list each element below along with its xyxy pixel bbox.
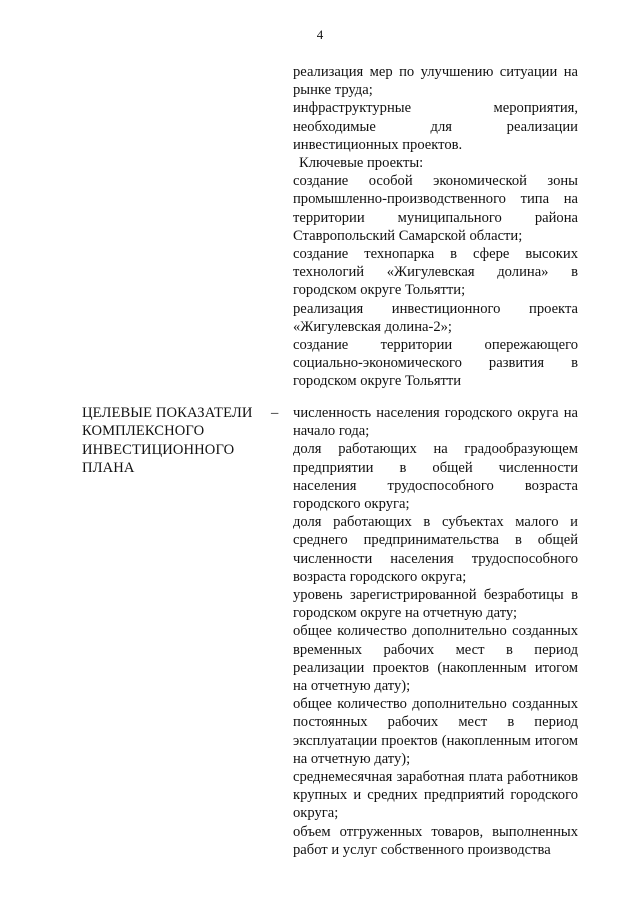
measures-section <box>293 63 578 391</box>
indicator-item: численность населения городского округа на начало года; <box>293 405 578 440</box>
indicator-item: доля работающих на градообразующем предприятии в общей численности населения трудоспособного возраста городского округа; <box>293 441 578 513</box>
paragraph: реализация инвестиционного проекта «Жигулевская долина-2»; <box>293 300 578 335</box>
indicator-item: объем отгруженных товаров, выполненных работ и услуг собственного производства <box>293 823 578 858</box>
key-projects-heading: Ключевые проекты: <box>299 155 424 172</box>
page-number: 4 <box>316 27 324 42</box>
dash-separator: – <box>271 405 279 421</box>
paragraph: создание технопарка в сфере высоких технологий «Жигулевская долина» в городском округе Тольятти; <box>293 246 578 299</box>
indicator-item: доля работающих в субъектах малого и среднего предпринимательства в общей численности населения трудоспособного возраста городского округа; <box>293 514 578 585</box>
indicator-item: уровень зарегистрированной безработицы в городском округе на отчетную дату; <box>293 587 578 622</box>
target-indicators-section <box>293 404 578 859</box>
paragraph: создание территории опережающего социально-экономического развития в городском округе Тольятти <box>293 337 578 390</box>
section-label: ЦЕЛЕВЫЕ ПОКАЗАТЕЛИ КОМПЛЕКСНОГО ИНВЕСТИЦИОННОГО ПЛАНА <box>82 405 253 476</box>
paragraph: создание особой экономической зоны промышленно-производственного типа на территории муниципального района Ставропольский Самарской области; <box>293 173 578 244</box>
indicator-item: общее количество дополнительно созданных временных рабочих мест в период реализации проектов (накопленным итогом на отчетную дату); <box>293 623 578 695</box>
indicator-item: среднемесячная заработная плата работников крупных и средних предприятий городского округа; <box>293 769 578 822</box>
paragraph: инфраструктурные мероприятия, необходимые для реализации инвестиционных проектов. <box>293 100 578 153</box>
paragraph: реализация мер по улучшению ситуации на рынке труда; <box>293 64 578 99</box>
indicator-item: общее количество дополнительно созданных постоянных рабочих мест в период эксплуатации проектов (накопленным итогом на отчетную дату); <box>293 696 578 767</box>
